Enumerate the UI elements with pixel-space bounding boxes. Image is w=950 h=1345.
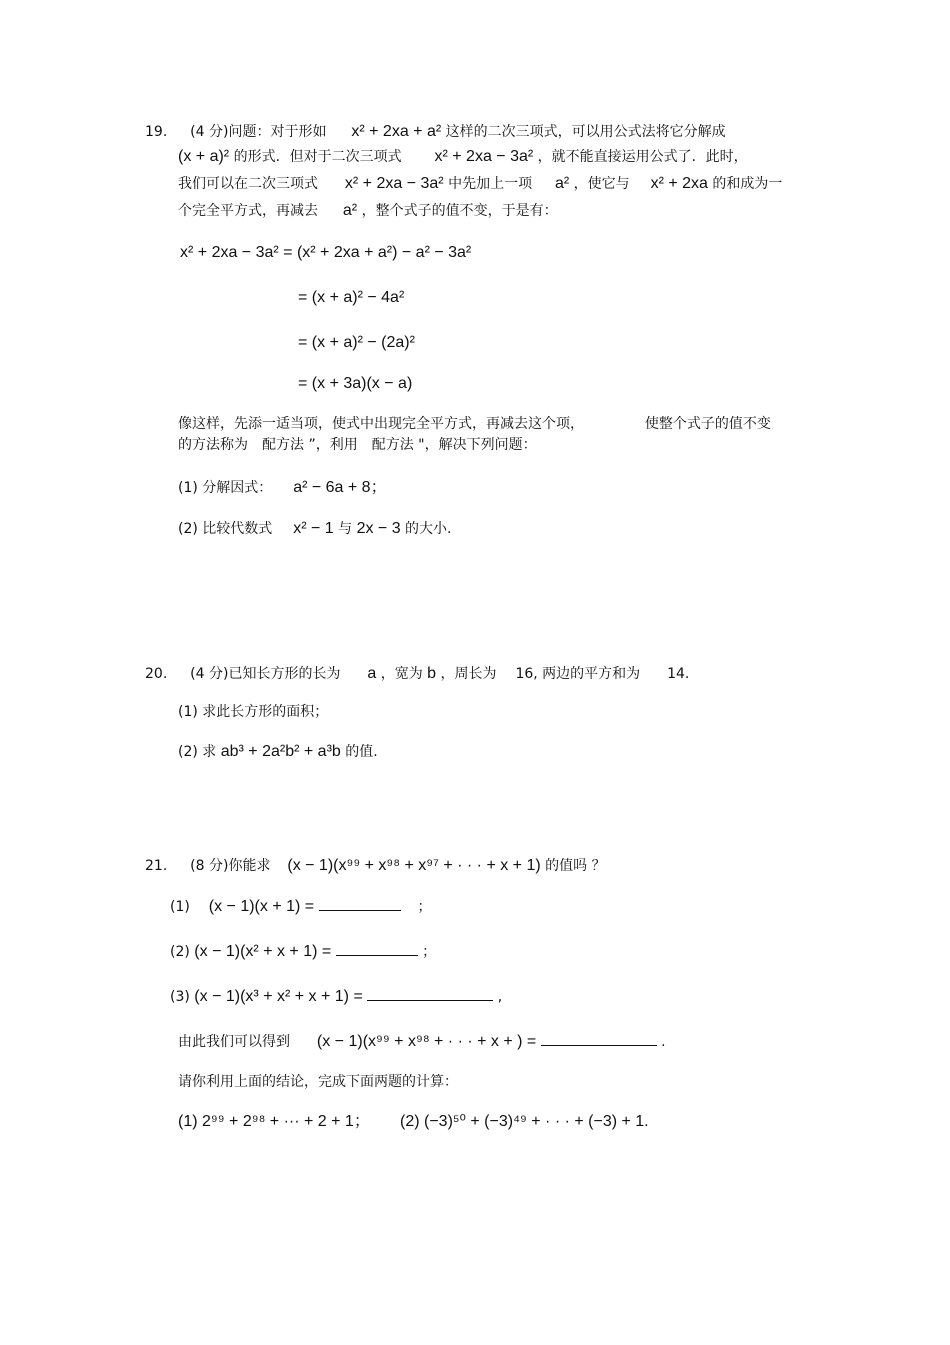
q21-conclusion-text: 由此我们可以得到 [178,1034,290,1050]
q21-sub3-end: , [497,989,503,1005]
q19-paragraph-text: 像这样，先添一适当项，使式中出现完全平方式，再减去这个项， [178,416,584,432]
q19-sub1-label: (1) 分解因式： [178,480,273,496]
q21-conclusion-answer-blank[interactable] [541,1031,657,1046]
q19-sub2-end: 的大小. [405,521,452,537]
q19-line2-text-2: ，就不能直接运用公式了．此时， [537,149,748,165]
q21-text-1: (8 分)你能求 [190,858,271,874]
q20-number: 20. [145,666,168,682]
q20-text-1: (4 分)已知长方形的长为 [190,666,341,682]
q19-sub1-expr: a² − 6a + 8； [293,479,387,496]
q19-expr-partial: x² + 2xa [650,175,708,192]
q19-line2-text: 的形式．但对于二次三项式 [233,149,402,165]
q19-expr-a-squared: a² [554,175,570,192]
q20-subquestion-1: (1) 求此长方形的面积； [178,704,329,720]
q20-var-b: b [427,665,437,682]
q19-line4-text-2: ，整个式子的值不变，于是有： [361,203,558,219]
q21-instruction: 请你利用上面的结论，完成下面两题的计算： [178,1074,458,1090]
q19-equation-3: = (x + a)² − (2a)² [298,334,415,351]
q21-sub2-label: (2) [170,944,190,960]
q19-line3 [178,174,782,194]
q19-line3-text-4: 的和成为一 [712,176,783,192]
q19-expr-trinomial: x² + 2xa − 3a² [434,148,534,165]
q19-expr-a-squared-2: a² [342,202,358,219]
q19-paragraph-line2: 的方法称为 配方法 ”，利用 配方法 "，解决下列问题： [178,437,537,453]
q19-line4-text: 个完全平方式，再减去 [178,203,318,219]
q19-line4 [178,201,558,221]
q21-subquestion-2 [170,941,436,962]
q21-sub2-answer-blank[interactable] [336,941,418,956]
q20-subquestion-2 [178,742,378,762]
q19-line1 [145,122,726,142]
q21-calc1-expr: (1) 2⁹⁹ + 2⁹⁸ + ··· + 2 + 1； [178,1113,370,1130]
q19-equation-2: = (x + a)² − 4a² [298,289,405,306]
q21-sub1-expr: (x − 1)(x + 1) = [208,898,315,915]
q20-sub2-end: 的值. [345,744,378,760]
q19-expr-square: x² + 2xa + a² [351,123,442,140]
q21-text-2: 的值吗 ？ [545,858,606,874]
q21-sub3-label: (3) [170,989,190,1005]
q20-line1 [145,664,689,684]
q21-line1 [145,856,606,876]
q19-line2 [178,147,748,167]
q19-intro-text: (4 分)问题：对于形如 [190,124,327,140]
q21-calc-2 [400,1112,649,1132]
q19-sub2-label: (2) 比较代数式 [178,521,273,537]
q21-main-expr: (x − 1)(x⁹⁹ + x⁹⁸ + x⁹⁷ + · · · + x + 1) [287,857,541,874]
q19-expr-trinomial-2: x² + 2xa − 3a² [344,175,444,192]
q19-line3-text-2: 中先加上一项 [448,176,533,192]
q20-text-2: ，宽为 [380,666,423,682]
q21-conclusion-end: . [661,1034,666,1050]
q20-var-a: a [367,665,377,682]
q19-equation-1: x² + 2xa − 3a² = (x² + 2xa + a²) − a² − 3a² [180,244,472,261]
q19-paragraph-line1 [178,414,771,434]
q20-perimeter: 16, [515,666,538,682]
q19-number: 19. [145,124,168,140]
q20-square-sum: 14. [667,666,690,682]
q20-sub2-label: (2) 求 [178,744,217,760]
q19-sub2-expr-2: 2x − 3 [356,520,401,537]
q21-sub3-expr: (x − 1)(x³ + x² + x + 1) = [194,988,363,1005]
q19-intro-text-2: 这样的二次三项式，可以用公式法将它分解成 [445,124,726,140]
q21-sub2-end: ； [422,944,437,960]
q21-number: 21. [145,858,168,874]
q21-subquestion-3 [170,986,502,1007]
q21-subquestion-1 [170,896,431,917]
q19-subquestion-2 [178,519,452,539]
q19-line3-text: 我们可以在二次三项式 [178,176,318,192]
q19-expr-binomial-square: (x + a)² [178,148,230,165]
q19-equation-4: = (x + 3a)(x − a) [298,375,413,392]
q19-line3-text-3: ，使它与 [573,176,630,192]
q20-text-3: ，周长为 [440,666,497,682]
q19-sub2-expr-1: x² − 1 [293,520,334,537]
q21-sub2-expr: (x − 1)(x² + x + 1) = [194,943,332,960]
q21-sub3-answer-blank[interactable] [367,986,493,1001]
q19-paragraph-text-2: 使整个式子的值不变 [644,416,771,432]
q21-sub1-end: ； [417,899,432,915]
q20-sub2-expr: ab³ + 2a²b² + a³b [220,743,341,760]
q21-conclusion-expr: (x − 1)(x⁹⁹ + x⁹⁸ + · · · + x + ) = [316,1033,537,1050]
q21-sub1-answer-blank[interactable] [319,896,401,911]
q20-text-4: 两边的平方和为 [542,666,641,682]
q21-sub1-label: (1) [170,899,190,915]
q19-sub2-mid: 与 [338,521,353,537]
q21-calc2-expr: (2) (−3)⁵⁰ + (−3)⁴⁹ + · · · + (−3) + 1. [400,1113,649,1130]
q19-subquestion-1 [178,478,387,498]
q21-conclusion [178,1031,666,1052]
q21-calc-1 [178,1112,370,1132]
